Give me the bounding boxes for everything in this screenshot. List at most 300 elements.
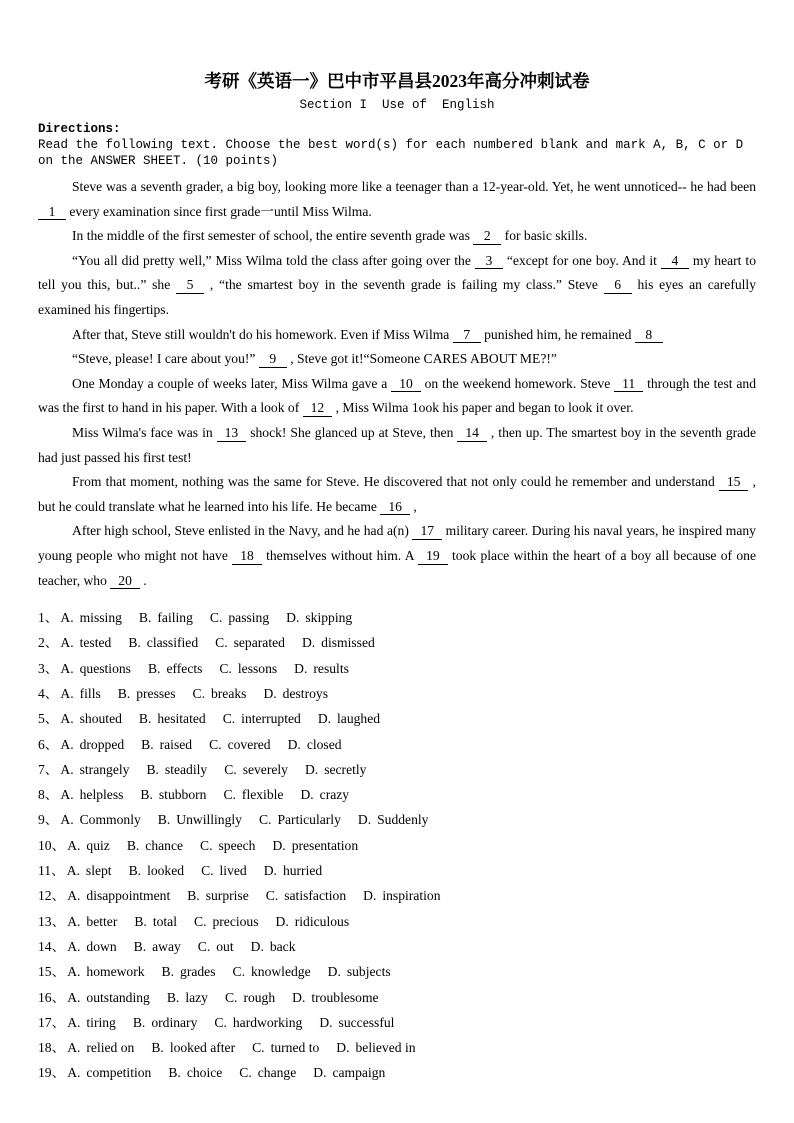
question-number: 9、 bbox=[38, 812, 59, 828]
option-C bbox=[259, 812, 341, 827]
blank-4: 4 bbox=[661, 253, 689, 270]
option-C bbox=[224, 762, 288, 777]
option-letter: D. bbox=[319, 1014, 333, 1030]
blank-17: 17 bbox=[412, 523, 442, 540]
option-B bbox=[139, 610, 193, 625]
option-text: better bbox=[86, 913, 118, 929]
option-text: laughed bbox=[337, 711, 381, 727]
option-text: campaign bbox=[332, 1065, 386, 1081]
option-letter: D. bbox=[357, 812, 372, 828]
option-D bbox=[358, 812, 429, 827]
option-text: missing bbox=[79, 610, 122, 626]
option-A bbox=[67, 964, 144, 979]
option-text: ridiculous bbox=[294, 913, 350, 929]
option-letter: C. bbox=[201, 863, 214, 879]
option-letter: A. bbox=[60, 610, 74, 626]
question-number: 5、 bbox=[38, 711, 59, 727]
option-letter: A. bbox=[60, 787, 74, 803]
option-C bbox=[201, 863, 247, 878]
option-C bbox=[194, 914, 259, 929]
option-text: disappointment bbox=[86, 888, 171, 904]
option-letter: C. bbox=[214, 1014, 227, 1030]
option-letter: C. bbox=[215, 635, 228, 651]
option-letter: A. bbox=[67, 1040, 81, 1056]
option-A bbox=[67, 838, 110, 853]
option-letter: B. bbox=[147, 660, 161, 676]
passage-paragraph: In the middle of the first semester of school, the entire seventh grade was 2 for basic skills. bbox=[72, 228, 588, 244]
blank-13: 13 bbox=[217, 425, 247, 442]
option-letter: D. bbox=[300, 787, 314, 803]
option-text: interrupted bbox=[241, 711, 301, 727]
passage-paragraph: “Steve, please! I care about you!” 9 , Steve got it!“Someone CARES ABOUT ME?!” bbox=[72, 351, 557, 367]
option-letter: B. bbox=[128, 635, 141, 651]
blank-15: 15 bbox=[719, 474, 749, 491]
option-text: looked bbox=[147, 863, 185, 879]
option-letter: C. bbox=[197, 938, 211, 954]
option-B bbox=[168, 1065, 222, 1080]
option-text: quiz bbox=[86, 837, 110, 853]
option-C bbox=[219, 661, 277, 676]
option-text: skipping bbox=[305, 610, 353, 626]
question-number: 6、 bbox=[38, 736, 59, 752]
blank-14: 14 bbox=[457, 425, 487, 442]
option-text: Unwillingly bbox=[176, 812, 242, 828]
option-letter: C. bbox=[192, 685, 205, 701]
option-A bbox=[67, 939, 116, 954]
option-text: crazy bbox=[319, 787, 350, 803]
option-A bbox=[60, 787, 123, 802]
option-B bbox=[158, 812, 242, 827]
option-letter: C. bbox=[265, 888, 279, 904]
option-text: hardworking bbox=[232, 1014, 303, 1030]
question-number: 17、 bbox=[38, 1014, 66, 1030]
option-text: Particularly bbox=[277, 812, 341, 828]
option-letter: B. bbox=[132, 1014, 146, 1030]
option-letter: C. bbox=[222, 711, 236, 727]
option-D bbox=[263, 686, 328, 701]
option-text: hurried bbox=[282, 863, 323, 879]
option-B bbox=[129, 863, 184, 878]
option-text: inspiration bbox=[382, 888, 441, 904]
blank-5: 5 bbox=[176, 277, 204, 294]
option-letter: B. bbox=[138, 610, 152, 626]
option-D bbox=[286, 610, 352, 625]
option-B bbox=[141, 737, 192, 752]
option-text: effects bbox=[166, 660, 203, 676]
directions-label: Directions: bbox=[38, 122, 121, 136]
question-row bbox=[38, 732, 756, 757]
option-letter: A. bbox=[67, 989, 81, 1005]
option-letter: B. bbox=[168, 1065, 181, 1081]
option-text: precious bbox=[212, 913, 259, 929]
option-B bbox=[134, 939, 181, 954]
option-text: subjects bbox=[346, 964, 391, 980]
question-number: 2、 bbox=[38, 635, 59, 651]
option-text: secretly bbox=[324, 761, 367, 777]
option-B bbox=[134, 914, 177, 929]
option-letter: B. bbox=[138, 711, 152, 727]
option-A bbox=[67, 888, 170, 903]
passage-paragraph: One Monday a couple of weeks later, Miss Wilma gave a 10 on the weekend homework. Steve 11 through the test and was the first to hand in his paper. With a look of 12 , Miss Wilma 1ook his paper and began to look it over. bbox=[38, 375, 757, 416]
option-letter: D. bbox=[286, 610, 300, 626]
option-letter: C. bbox=[219, 660, 232, 676]
option-letter: C. bbox=[209, 610, 223, 626]
option-text: severely bbox=[242, 761, 288, 777]
question-row bbox=[38, 681, 756, 706]
question-number: 7、 bbox=[38, 761, 59, 777]
option-text: covered bbox=[227, 736, 271, 752]
option-text: speech bbox=[218, 837, 256, 853]
option-D bbox=[328, 964, 391, 979]
option-letter: C. bbox=[224, 761, 237, 777]
option-B bbox=[167, 990, 208, 1005]
option-A bbox=[67, 990, 150, 1005]
option-B bbox=[128, 635, 198, 650]
blank-2: 2 bbox=[473, 228, 501, 245]
option-C bbox=[209, 737, 271, 752]
option-letter: B. bbox=[157, 812, 171, 828]
option-letter: C. bbox=[232, 964, 245, 980]
option-letter: D. bbox=[287, 736, 301, 752]
option-text: relied on bbox=[86, 1040, 135, 1056]
option-A bbox=[60, 686, 100, 701]
passage bbox=[38, 175, 756, 593]
option-letter: D. bbox=[304, 761, 319, 777]
option-letter: B. bbox=[128, 863, 142, 879]
option-A bbox=[60, 762, 129, 777]
question-row bbox=[38, 959, 756, 984]
option-B bbox=[146, 762, 207, 777]
option-text: passing bbox=[228, 610, 270, 626]
option-C bbox=[223, 787, 283, 802]
option-letter: C. bbox=[239, 1065, 252, 1081]
passage-paragraph: From that moment, nothing was the same for Steve. He discovered that not only could he remember and understand 15 , but he could translate what he learned into his life. He became 16 , bbox=[38, 474, 756, 514]
option-text: chance bbox=[145, 837, 184, 853]
option-letter: A. bbox=[60, 660, 74, 676]
option-letter: D. bbox=[294, 660, 308, 676]
option-B bbox=[162, 964, 216, 979]
question-number: 4、 bbox=[38, 685, 59, 701]
option-letter: B. bbox=[126, 837, 140, 853]
option-C bbox=[215, 635, 285, 650]
question-number: 10、 bbox=[38, 837, 66, 853]
option-B bbox=[151, 1040, 235, 1055]
option-text: tested bbox=[79, 635, 112, 651]
option-text: knowledge bbox=[250, 964, 311, 980]
option-text: classified bbox=[146, 635, 199, 651]
option-B bbox=[140, 787, 206, 802]
option-text: homework bbox=[86, 964, 145, 980]
option-C bbox=[200, 838, 255, 853]
section-heading: Section I Use of English bbox=[299, 98, 495, 112]
question-row bbox=[38, 706, 756, 731]
option-text: dropped bbox=[79, 736, 125, 752]
question-row bbox=[38, 1035, 756, 1060]
option-text: rough bbox=[243, 989, 276, 1005]
option-letter: A. bbox=[67, 964, 81, 980]
option-text: breaks bbox=[210, 685, 247, 701]
option-letter: A. bbox=[67, 913, 81, 929]
option-A bbox=[60, 737, 124, 752]
option-B bbox=[127, 838, 183, 853]
question-number: 8、 bbox=[38, 787, 59, 803]
option-D bbox=[294, 661, 349, 676]
option-letter: D. bbox=[263, 685, 277, 701]
option-letter: A. bbox=[60, 635, 74, 651]
option-letter: B. bbox=[117, 685, 131, 701]
option-letter: A. bbox=[67, 837, 81, 853]
question-row bbox=[38, 1060, 756, 1085]
option-text: presses bbox=[136, 685, 176, 701]
question-number: 11、 bbox=[38, 863, 65, 879]
option-D bbox=[305, 762, 367, 777]
option-D bbox=[313, 1065, 385, 1080]
option-text: successful bbox=[338, 1014, 395, 1030]
option-C bbox=[233, 964, 311, 979]
question-row bbox=[38, 934, 756, 959]
option-letter: D. bbox=[317, 711, 332, 727]
option-text: stubborn bbox=[158, 787, 207, 803]
question-row bbox=[38, 630, 756, 655]
option-C bbox=[266, 888, 346, 903]
question-number: 19、 bbox=[38, 1065, 66, 1081]
option-text: strangely bbox=[79, 761, 130, 777]
question-number: 13、 bbox=[38, 913, 66, 929]
option-text: closed bbox=[306, 736, 342, 752]
option-A bbox=[60, 661, 131, 676]
blank-20: 20 bbox=[110, 573, 140, 590]
question-list bbox=[38, 605, 756, 1086]
option-A bbox=[60, 711, 122, 726]
blank-12: 12 bbox=[303, 400, 333, 417]
option-text: competition bbox=[86, 1065, 152, 1081]
blank-1: 1 bbox=[38, 204, 66, 221]
question-row bbox=[38, 909, 756, 934]
option-B bbox=[148, 661, 202, 676]
passage-paragraph: After that, Steve still wouldn't do his homework. Even if Miss Wilma 7 punished him, he remained 8 bbox=[38, 323, 756, 348]
option-letter: A. bbox=[67, 1014, 81, 1030]
question-row bbox=[38, 807, 756, 832]
option-B bbox=[187, 888, 249, 903]
option-text: change bbox=[257, 1065, 297, 1081]
option-C bbox=[252, 1040, 319, 1055]
question-row bbox=[38, 757, 756, 782]
option-A bbox=[67, 914, 117, 929]
question-number: 14、 bbox=[38, 938, 66, 954]
option-letter: D. bbox=[292, 989, 306, 1005]
option-text: lazy bbox=[185, 989, 208, 1005]
option-D bbox=[292, 990, 378, 1005]
blank-3: 3 bbox=[475, 253, 503, 270]
option-letter: A. bbox=[67, 938, 81, 954]
option-text: destroys bbox=[282, 685, 328, 701]
option-letter: D. bbox=[327, 964, 341, 980]
option-letter: A. bbox=[60, 711, 74, 727]
option-text: tiring bbox=[86, 1014, 116, 1030]
option-letter: C. bbox=[194, 913, 207, 929]
option-text: grades bbox=[180, 964, 216, 980]
option-D bbox=[288, 737, 342, 752]
option-letter: B. bbox=[134, 913, 147, 929]
option-letter: C. bbox=[224, 989, 238, 1005]
option-B bbox=[133, 1015, 198, 1030]
option-B bbox=[139, 711, 206, 726]
option-D bbox=[272, 838, 358, 853]
option-text: turned to bbox=[270, 1040, 320, 1056]
option-text: Suddenly bbox=[377, 812, 429, 828]
question-row bbox=[38, 883, 756, 908]
option-text: results bbox=[313, 660, 349, 676]
blank-9: 9 bbox=[259, 351, 287, 368]
option-letter: B. bbox=[161, 964, 175, 980]
option-C bbox=[239, 1065, 296, 1080]
option-text: ordinary bbox=[151, 1014, 198, 1030]
option-A bbox=[67, 1040, 134, 1055]
option-letter: D. bbox=[363, 888, 377, 904]
option-D bbox=[336, 1040, 415, 1055]
option-C bbox=[193, 686, 247, 701]
option-letter: A. bbox=[67, 888, 81, 904]
option-letter: B. bbox=[151, 1040, 164, 1056]
option-C bbox=[223, 711, 301, 726]
passage-paragraph: Steve was a seventh grader, a big boy, looking more like a teenager than a 12-year-old. Yet, he went unnoticed-- he had been 1 every examination since first grade一until Miss Wilma. bbox=[38, 175, 756, 224]
option-text: flexible bbox=[241, 787, 284, 803]
option-text: raised bbox=[159, 736, 193, 752]
option-text: lived bbox=[219, 863, 247, 879]
option-text: satisfaction bbox=[284, 888, 347, 904]
option-C bbox=[210, 610, 269, 625]
option-letter: C. bbox=[252, 1040, 265, 1056]
passage-paragraph: “You all did pretty well,” Miss Wilma told the class after going over the 3 “except for one boy. And it 4 my heart to tell you this, but..” she 5 , “the smartest boy in the seventh grade is failing my class.” Steve 6 his eyes an carefully examined his fingertips. bbox=[38, 252, 757, 317]
option-D bbox=[302, 635, 375, 650]
blank-6: 6 bbox=[604, 277, 632, 294]
question-number: 15、 bbox=[38, 964, 66, 980]
option-text: dismissed bbox=[321, 635, 375, 651]
question-number: 3、 bbox=[38, 660, 59, 676]
question-row bbox=[38, 833, 756, 858]
option-letter: D. bbox=[313, 1065, 327, 1081]
option-text: Commonly bbox=[79, 812, 141, 828]
option-C bbox=[214, 1015, 302, 1030]
option-letter: B. bbox=[187, 888, 200, 904]
option-letter: B. bbox=[166, 989, 180, 1005]
option-letter: C. bbox=[209, 736, 222, 752]
blank-19: 19 bbox=[418, 548, 448, 565]
question-number: 18、 bbox=[38, 1040, 66, 1056]
option-letter: B. bbox=[141, 736, 154, 752]
option-text: surprise bbox=[205, 888, 249, 904]
question-row bbox=[38, 858, 756, 883]
blank-7: 7 bbox=[453, 327, 481, 344]
question-row bbox=[38, 985, 756, 1010]
option-letter: D. bbox=[301, 635, 316, 651]
option-C bbox=[225, 990, 275, 1005]
blank-10: 10 bbox=[391, 376, 421, 393]
option-text: presentation bbox=[291, 837, 359, 853]
question-row bbox=[38, 782, 756, 807]
question-row bbox=[38, 1010, 756, 1035]
option-D bbox=[251, 939, 296, 954]
option-text: out bbox=[216, 938, 234, 954]
option-letter: C. bbox=[223, 787, 236, 803]
option-text: outstanding bbox=[86, 989, 150, 1005]
option-A bbox=[60, 610, 122, 625]
option-text: fills bbox=[79, 685, 101, 701]
blank-18: 18 bbox=[232, 548, 262, 565]
option-D bbox=[264, 863, 322, 878]
option-letter: D. bbox=[336, 1040, 350, 1056]
blank-11: 11 bbox=[614, 376, 643, 393]
question-row bbox=[38, 605, 756, 630]
option-D bbox=[276, 914, 350, 929]
option-letter: A. bbox=[60, 736, 74, 752]
option-letter: D. bbox=[263, 863, 277, 879]
option-letter: D. bbox=[272, 837, 286, 853]
blank-16: 16 bbox=[380, 499, 410, 516]
option-letter: C. bbox=[200, 837, 213, 853]
option-text: total bbox=[152, 913, 177, 929]
question-number: 12、 bbox=[38, 888, 66, 904]
option-A bbox=[67, 863, 112, 878]
question-number: 16、 bbox=[38, 989, 66, 1005]
option-text: separated bbox=[233, 635, 285, 651]
option-text: troublesome bbox=[311, 989, 379, 1005]
question-number: 1、 bbox=[38, 610, 59, 626]
option-A bbox=[60, 812, 140, 827]
option-D bbox=[319, 1015, 394, 1030]
option-letter: A. bbox=[60, 685, 74, 701]
option-text: questions bbox=[79, 660, 131, 676]
option-D bbox=[318, 711, 380, 726]
option-D bbox=[300, 787, 349, 802]
option-text: down bbox=[86, 938, 117, 954]
option-text: hesitated bbox=[157, 711, 206, 727]
passage-paragraph: Miss Wilma's face was in 13 shock! She glanced up at Steve, then 14 , then up. The smartest boy in the seventh grade had just passed his first test! bbox=[38, 424, 757, 465]
option-letter: D. bbox=[275, 913, 289, 929]
option-text: failing bbox=[157, 610, 193, 626]
option-A bbox=[67, 1015, 116, 1030]
option-letter: C. bbox=[258, 812, 272, 828]
option-text: believed in bbox=[355, 1040, 416, 1056]
option-text: away bbox=[152, 938, 181, 954]
option-A bbox=[60, 635, 111, 650]
passage-paragraph: After high school, Steve enlisted in the Navy, and he had a(n) 17 military career. During his naval years, he inspired many young people who might not have 18 themselves without him. A 19 took place within the heart of a boy all because of one teacher, who 20 . bbox=[38, 523, 756, 588]
option-letter: A. bbox=[60, 812, 74, 828]
option-C bbox=[198, 939, 234, 954]
option-text: choice bbox=[186, 1065, 223, 1081]
option-text: steadily bbox=[164, 761, 208, 777]
option-D bbox=[363, 888, 440, 903]
option-text: back bbox=[269, 938, 296, 954]
option-text: looked after bbox=[169, 1040, 236, 1056]
directions-text: Read the following text. Choose the best word(s) for each numbered blank and mark A, B, C or D on the ANSWER SHEET. (10 points) bbox=[38, 138, 744, 168]
option-letter: A. bbox=[60, 761, 74, 777]
option-letter: B. bbox=[133, 938, 147, 954]
option-letter: A. bbox=[67, 1065, 81, 1081]
option-letter: B. bbox=[140, 787, 153, 803]
question-row bbox=[38, 656, 756, 681]
page-title: 考研《英语一》巴中市平昌县2023年高分冲刺试卷 bbox=[204, 71, 590, 91]
option-text: shouted bbox=[79, 711, 122, 727]
option-text: slept bbox=[85, 863, 112, 879]
option-letter: A. bbox=[66, 863, 80, 879]
option-letter: D. bbox=[250, 938, 264, 954]
option-B bbox=[118, 686, 176, 701]
option-letter: B. bbox=[146, 761, 159, 777]
blank-8: 8 bbox=[635, 327, 663, 344]
option-text: lessons bbox=[237, 660, 278, 676]
option-text: helpless bbox=[79, 787, 124, 803]
